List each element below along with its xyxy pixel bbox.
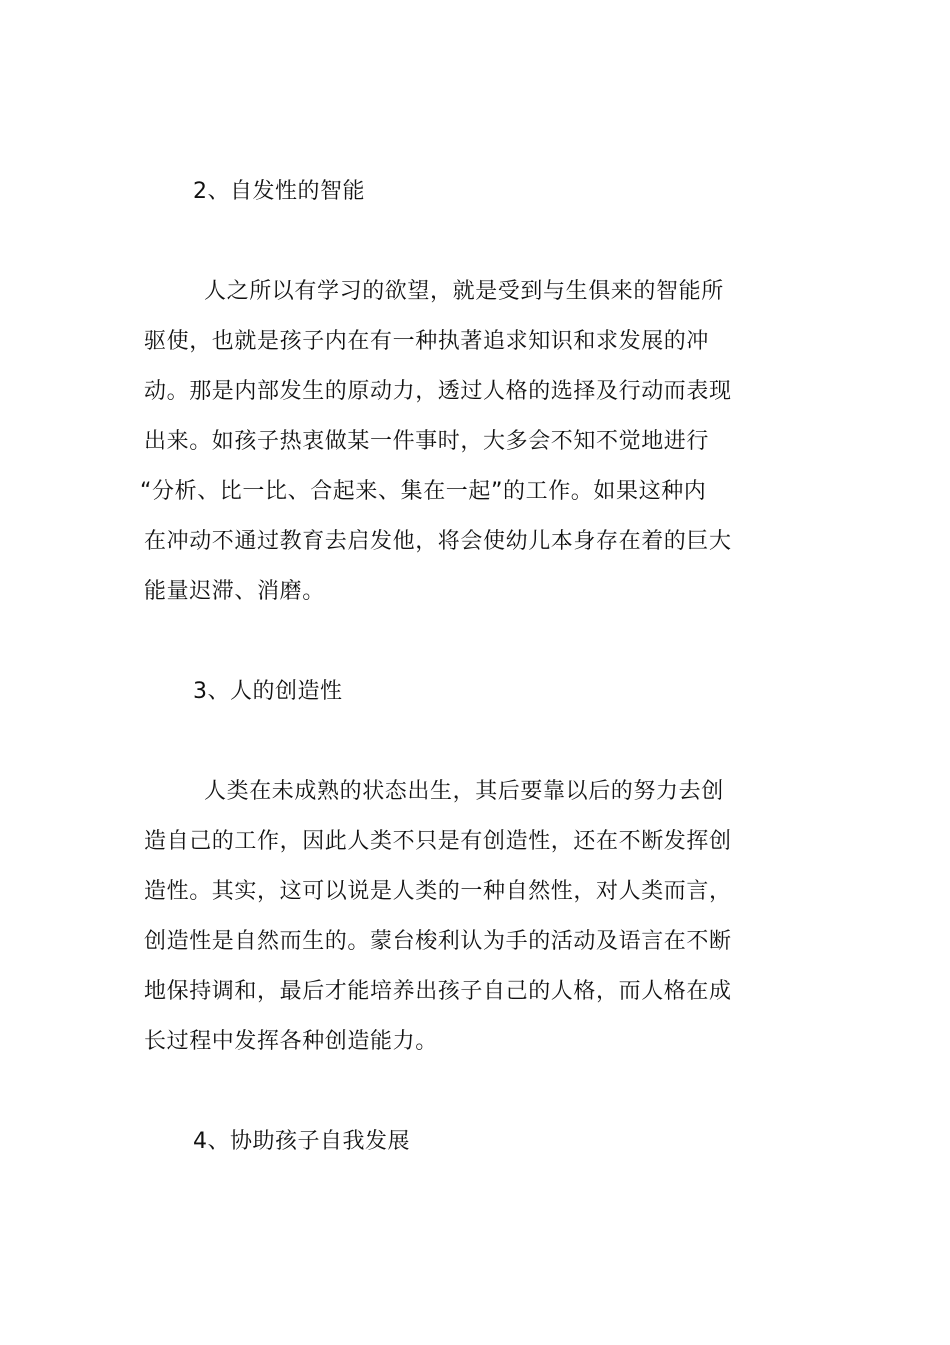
paragraph-line: 造自己的工作，因此人类不只是有创造性，还在不断发挥创 — [144, 829, 732, 854]
paragraph-line: “分析、比一比、合起来、集在一起”的工作。如果这种内 — [140, 479, 707, 504]
paragraph-line: 能量迟滞、消磨。 — [144, 579, 325, 604]
paragraph-line: 动。那是内部发生的原动力，透过人格的选择及行动而表现 — [144, 379, 732, 404]
paragraph-line: 造性。其实，这可以说是人类的一种自然性，对人类而言， — [144, 879, 732, 904]
paragraph-line: 长过程中发挥各种创造能力。 — [144, 1029, 438, 1054]
section-heading-4: 4、协助孩子自我发展 — [193, 1129, 410, 1154]
section-heading-3: 3、人的创造性 — [193, 679, 343, 704]
paragraph-line: 在冲动不通过教育去启发他，将会使幼儿本身存在着的巨大 — [144, 529, 732, 554]
paragraph-line: 出来。如孩子热衷做某一件事时，大多会不知不觉地进行 — [144, 429, 710, 454]
paragraph-line: 人类在未成熟的状态出生，其后要靠以后的努力去创 — [204, 779, 724, 804]
paragraph-line: 创造性是自然而生的。蒙台梭利认为手的活动及语言在不断 — [144, 929, 732, 954]
section-heading-2: 2、自发性的智能 — [193, 179, 365, 204]
paragraph-line: 地保持调和，最后才能培养出孩子自己的人格，而人格在成 — [144, 979, 732, 1004]
paragraph-line: 驱使，也就是孩子内在有一种执著追求知识和求发展的冲 — [144, 329, 710, 354]
paragraph-line: 人之所以有学习的欲望，就是受到与生俱来的智能所 — [204, 279, 724, 304]
